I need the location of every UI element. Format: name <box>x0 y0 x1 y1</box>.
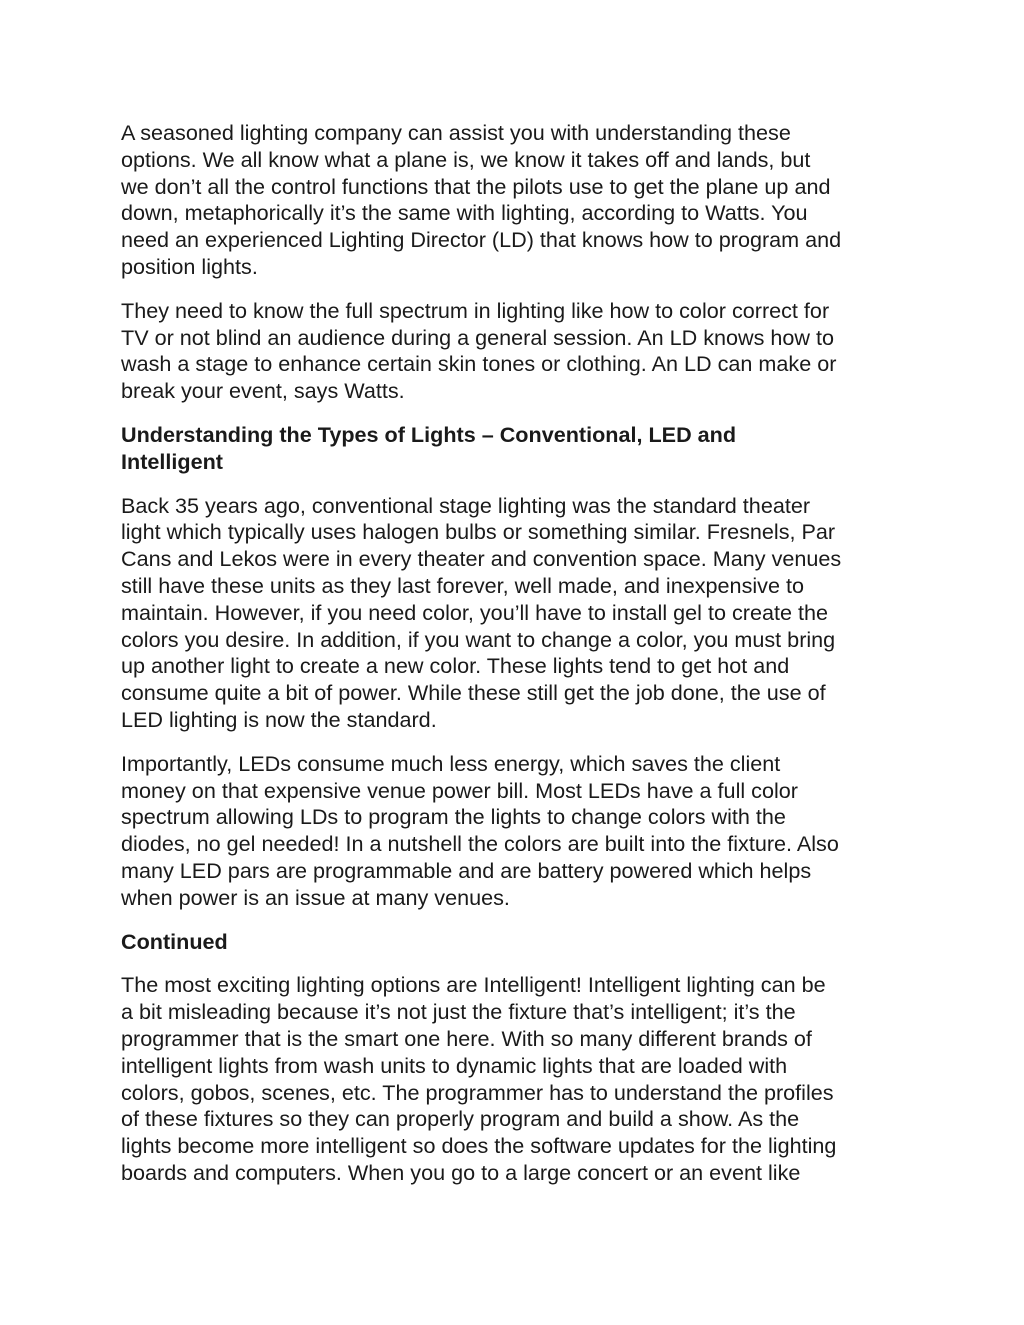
text-line: intelligent lights from wash units to dynamic lights that are loaded with <box>121 1052 788 1078</box>
text-line: a bit misleading because it’s not just the fixture that’s intelligent; it’s the <box>121 999 796 1025</box>
text-line: of these fixtures so they can properly program and build a show. As the <box>121 1106 800 1132</box>
text-line: diodes, no gel needed! In a nutshell the colors are built into the fixture. Also <box>121 831 839 857</box>
text-line: colors you desire. In addition, if you want to change a color, you must bring <box>121 626 836 652</box>
text-line: maintain. However, if you need color, you’ll have to install gel to create the <box>121 599 828 625</box>
heading-line: Understanding the Types of Lights – Conventional, LED and <box>121 421 737 447</box>
text-line: spectrum allowing LDs to program the lights to change colors with the <box>121 804 786 830</box>
text-line: LED lighting is now the standard. <box>121 706 437 732</box>
text-line: need an experienced Lighting Director (LD) that knows how to program and <box>121 227 842 253</box>
text-line: wash a stage to enhance certain skin tones or clothing. An LD can make or <box>121 351 837 377</box>
text-line: Cans and Lekos were in every theater and convention space. Many venues <box>121 546 842 572</box>
text-line: consume quite a bit of power. While these still get the job done, the use of <box>121 680 826 706</box>
text-line: when power is an issue at many venues. <box>121 884 510 910</box>
paragraph-leds <box>121 751 911 912</box>
paragraph-conventional <box>121 493 911 734</box>
text-line: The most exciting lighting options are Intelligent! Intelligent lighting can be <box>121 972 826 998</box>
text-line: boards and computers. When you go to a large concert or an event like <box>121 1159 801 1185</box>
text-line: lights become more intelligent so does the software updates for the lighting <box>121 1133 837 1159</box>
text-line: position lights. <box>121 253 258 279</box>
text-line: down, metaphorically it’s the same with lighting, according to Watts. You <box>121 200 808 226</box>
text-line: Importantly, LEDs consume much less energy, which saves the client <box>121 750 781 776</box>
paragraph-spectrum <box>121 298 911 405</box>
text-line: colors, gobos, scenes, etc. The programmer has to understand the profiles <box>121 1079 834 1105</box>
section-heading-continued <box>121 929 911 956</box>
text-line: programmer that is the smart one here. With so many different brands of <box>121 1025 812 1051</box>
text-line: Back 35 years ago, conventional stage lighting was the standard theater <box>121 492 811 518</box>
text-line: light which typically uses halogen bulbs or something similar. Fresnels, Par <box>121 519 836 545</box>
text-line: TV or not blind an audience during a general session. An LD knows how to <box>121 324 835 350</box>
paragraph-intelligent <box>121 972 911 1186</box>
section-heading-types-of-lights <box>121 422 911 476</box>
text-line: A seasoned lighting company can assist you with understanding these <box>121 120 791 145</box>
text-line: They need to know the full spectrum in lighting like how to color correct for <box>121 297 830 323</box>
text-line: many LED pars are programmable and are battery powered which helps <box>121 857 812 883</box>
heading-line: Continued <box>121 928 228 954</box>
text-line: break your event, says Watts. <box>121 378 405 404</box>
text-line: we don’t all the control functions that the pilots use to get the plane up and <box>121 173 831 199</box>
text-line: up another light to create a new color. These lights tend to get hot and <box>121 653 790 679</box>
text-line: still have these units as they last forever, well made, and inexpensive to <box>121 572 804 598</box>
text-line: money on that expensive venue power bill. Most LEDs have a full color <box>121 777 798 803</box>
text-line: options. We all know what a plane is, we know it takes off and lands, but <box>121 146 811 172</box>
document-page <box>121 120 911 1204</box>
heading-line: Intelligent <box>121 448 223 474</box>
paragraph-intro <box>121 120 911 281</box>
